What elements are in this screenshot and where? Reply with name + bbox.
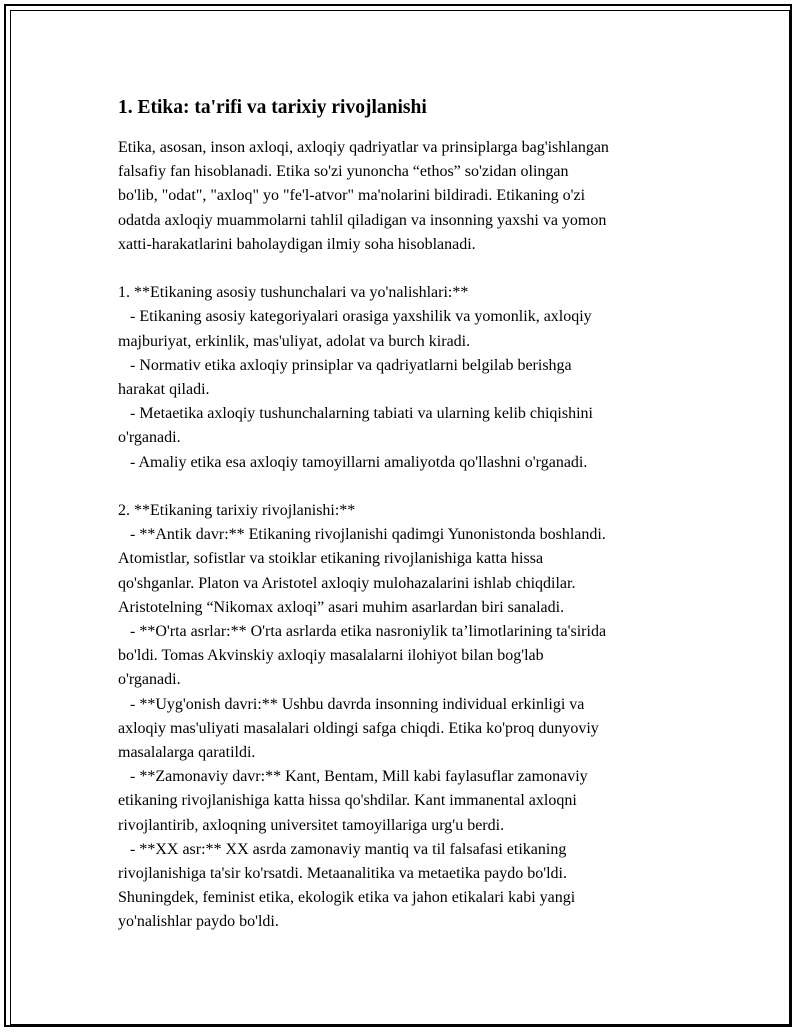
text-line: - **Antik davr:** Etikaning rivojlanishi qadimgi Yunonistonda boshlandi. xyxy=(118,526,606,544)
text-line: o'rganadi. xyxy=(118,671,181,689)
text-line: 1. **Etikaning asosiy tushunchalari va yo'nalishlari:** xyxy=(118,284,469,302)
text-line: - Metaetika axloqiy tushunchalarning tabiati va ularning kelib chiqishini xyxy=(118,405,593,423)
text-line: masalalarga qaratildi. xyxy=(118,744,256,762)
text-line: - Etikaning asosiy kategoriyalari orasiga yaxshilik va yomonlik, axloqiy xyxy=(118,308,592,326)
text-line: harakat qiladi. xyxy=(118,381,210,399)
section-heading: 1. Etika: ta'rifi va tarixiy rivojlanishi xyxy=(118,97,427,118)
section-history xyxy=(118,499,688,935)
text-line: yo'nalishlar paydo bo'ldi. xyxy=(118,913,279,931)
text-line: xatti-harakatlarini baholaydigan ilmiy soha hisoblanadi. xyxy=(118,235,476,253)
text-line: qo'shganlar. Platon va Aristotel axloqiy mulohazalarini ishlab chiqdilar. xyxy=(118,574,576,592)
text-line: - Normativ etika axloqiy prinsiplar va qadriyatlarni belgilab berishga xyxy=(118,356,572,374)
text-line: bo'lib, "odat", "axloq" yo "fe'l-atvor" ma'nolarini bildiradi. Etikaning o'zi xyxy=(118,187,586,205)
text-line: - Amaliy etika esa axloqiy tamoyillarni amaliyotda qo'llashni o'rganadi. xyxy=(118,453,588,471)
text-line: - **Zamonaviy davr:** Kant, Bentam, Mill kabi faylasuflar zamonaviy xyxy=(118,768,588,786)
text-line: rivojlantirib, axloqning universitet tamoyillariga urg'u berdi. xyxy=(118,816,505,834)
text-line: o'rganadi. xyxy=(118,429,181,447)
text-line: - **O'rta asrlar:** O'rta asrlarda etika nasroniylik ta’limotlarining ta'sirida xyxy=(118,623,607,641)
text-line: rivojlanishiga ta'sir ko'rsatdi. Metaanalitika va metaetika paydo bo'ldi. xyxy=(118,865,567,883)
text-line: odatda axloqiy muammolarni tahlil qiladigan va insonning yaxshi va yomon xyxy=(118,211,607,229)
document-body xyxy=(118,94,688,935)
text-line: etikaning rivojlanishiga katta hissa qo'shdilar. Kant immanental axloqni xyxy=(118,792,577,810)
paragraph-spacer xyxy=(118,475,688,499)
intro-paragraph xyxy=(118,136,688,257)
text-line: Shuningdek, feminist etika, ekologik etika va jahon etikalari kabi yangi xyxy=(118,889,576,907)
text-line: bo'ldi. Tomas Akvinskiy axloqiy masalalarni ilohiyot bilan bog'lab xyxy=(118,647,544,665)
section-concepts xyxy=(118,281,688,475)
text-line: - **Uyg'onish davri:** Ushbu davrda insonning individual erkinligi va xyxy=(118,695,585,713)
text-line: - **XX asr:** XX asrda zamonaviy mantiq va til falsafasi etikaning xyxy=(118,840,567,858)
text-line: 2. **Etikaning tarixiy rivojlanishi:** xyxy=(118,502,356,520)
text-line: Atomistlar, sofistlar va stoiklar etikaning rivojlanishiga katta hissa xyxy=(118,550,544,568)
text-line: falsafiy fan hisoblanadi. Etika so'zi yunoncha “ethos” so'zidan olingan xyxy=(118,163,569,181)
text-line: axloqiy mas'uliyati masalalari oldingi safga chiqdi. Etika ko'proq dunyoviy xyxy=(118,719,599,737)
text-line: majburiyat, erkinlik, mas'uliyat, adolat va burch kiradi. xyxy=(118,332,471,350)
text-line: Etika, asosan, inson axloqi, axloqiy qadriyatlar va prinsiplarga bag'ishlangan xyxy=(118,139,609,156)
paragraph-spacer xyxy=(118,257,688,281)
text-line: Aristotelning “Nikomax axloqi” asari muhim asarlardan biri sanaladi. xyxy=(118,598,565,616)
